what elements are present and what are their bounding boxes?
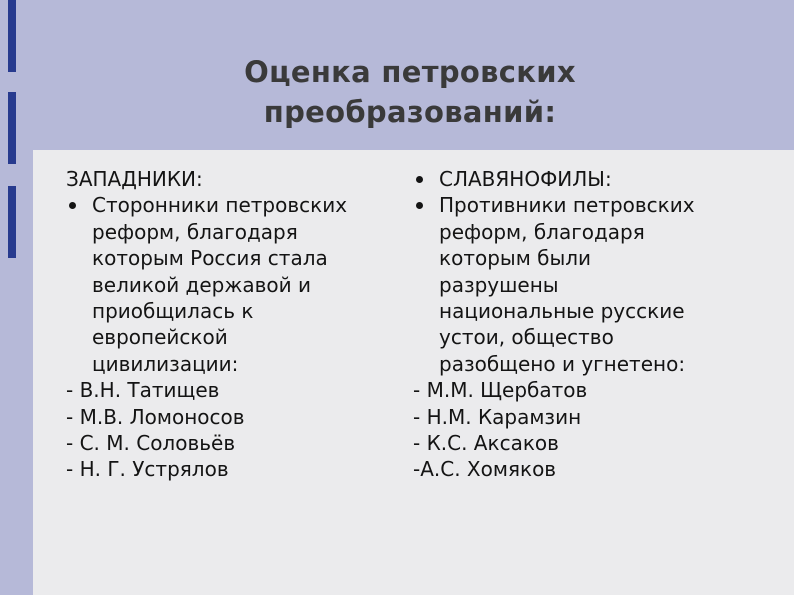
bullet-item: [66, 192, 376, 218]
title-line: Оценка петровских: [244, 55, 576, 89]
left-band: [0, 0, 33, 595]
name-item: - В.Н. Татищев: [66, 378, 220, 403]
bullet-text-line: разрушены: [439, 272, 559, 297]
bullet-text-line: которым Россия стала: [92, 246, 328, 271]
name-item: - М.М. Щербатов: [413, 378, 588, 403]
bullet-text: Противники петровских: [439, 193, 695, 218]
bullet-text-line: европейской: [92, 325, 228, 350]
bullet-text-line: приобщилась к: [92, 298, 254, 323]
name-item: - М.В. Ломоносов: [66, 404, 245, 429]
title-line: преобразований:: [263, 95, 557, 129]
bullet-text-line: реформ, благодаря: [92, 219, 298, 244]
bullet-item: [413, 166, 733, 192]
bullet-dot-icon: [416, 202, 423, 209]
bullet-dot-icon: [69, 202, 76, 209]
name-item: -А.С. Хомяков: [413, 457, 557, 482]
bullet-text-line: устои, общество: [439, 325, 614, 350]
bullet-text-line: цивилизации:: [92, 351, 239, 376]
slavophiles-column: [413, 166, 733, 483]
name-item: - Н.М. Карамзин: [413, 404, 582, 429]
bullet-text-line: которым были: [439, 246, 592, 271]
bullet-text-line: реформ, благодаря: [439, 219, 645, 244]
bullet-text: Сторонники петровских: [92, 193, 348, 218]
name-item: - С. М. Соловьёв: [66, 430, 236, 455]
bullet-text-line: великой державой и: [92, 272, 312, 297]
bullet-text-line: национальные русские: [439, 298, 685, 323]
name-item: - К.С. Аксаков: [413, 430, 559, 455]
slide-title: [160, 52, 660, 132]
bullet-text-line: разобщено и угнетено:: [439, 351, 686, 376]
column-heading: ЗАПАДНИКИ:: [66, 167, 203, 191]
bullet-dot-icon: [416, 176, 423, 183]
accent-bar: [8, 0, 16, 72]
column-heading: СЛАВЯНОФИЛЫ:: [439, 167, 612, 191]
accent-bar: [8, 92, 16, 164]
name-item: - Н. Г. Устрялов: [66, 457, 229, 482]
accent-bar: [8, 186, 16, 258]
bullet-item: [413, 192, 733, 218]
westernizers-column: [66, 166, 376, 483]
